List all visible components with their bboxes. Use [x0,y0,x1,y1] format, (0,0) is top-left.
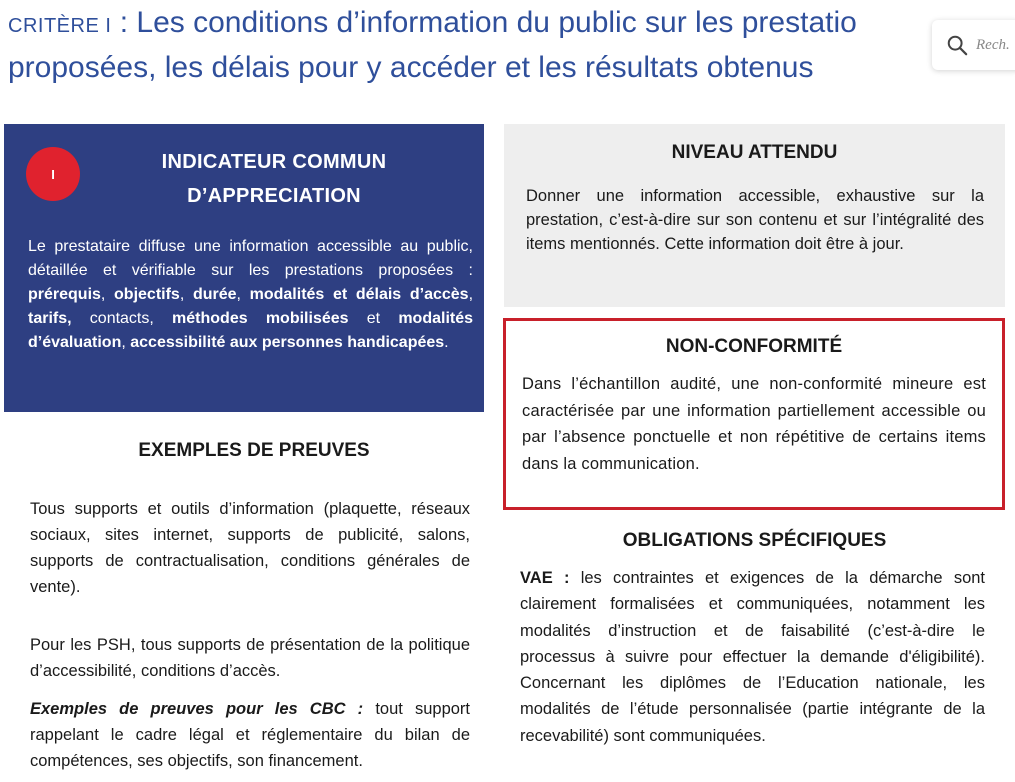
proofs-cbc-label: Exemples de preuves pour les CBC : [30,700,364,718]
proofs-paragraph-2: Pour les PSH, tous supports de présentation de la politique d’accessibilité, conditions d’accès. [30,636,470,680]
expected-level-text: Donner une information accessible, exhaustive sur la prestation, c’est-à-dire sur son contenu et sur l’intégralité des items mentionnés. Cette information doit être à jour. [526,187,984,253]
indicator-text [28,235,473,355]
obligations-text [520,565,985,749]
indicator-text-part: . [444,334,449,351]
criterion-label: CRITÈRE I [8,15,112,37]
search-input[interactable] [974,36,1015,55]
title-text: : Les conditions d’information du public sur les prestatio [111,6,857,39]
indicator-bold-term: méthodes mobilisées [172,310,349,327]
indicator-bold-term: objectifs [114,286,180,303]
indicator-bold-term: modalités et délais d’accès [249,286,469,303]
indicator-bold-term: accessibilité aux personnes handicapées [130,334,445,351]
proofs-cbc-text: tout support rappelant le cadre légal et réglementaire du bilan de compétences, ses objectifs, son financement. [30,700,470,770]
indicator-heading-line-1: INDICATEUR COMMUN [161,151,387,173]
indicator-bold-term: modalités d’évaluation [28,310,474,351]
indicator-text-part: , [100,286,115,303]
indicator-heading-line-2: D’APPRECIATION [187,185,361,207]
indicator-bold-term: durée [192,286,237,303]
expected-level-box [504,124,1005,307]
search-icon [946,33,968,57]
expected-level-heading: NIVEAU ATTENDU [671,142,838,163]
page-title [8,2,938,88]
obligations-vae-text: les contraintes et exigences de la démarche sont clairement formalisées et communiquées, notamment les modalités d’instruction et de faisabilité (c’est-à-dire le processus à suivre pour effectuer la demande d'éligibilité). Concernant les diplômes de l’Education nationale, les modalités de l’étude personnalisée (partie intégrante de la recevabilité) sont communiquées. [520,569,986,745]
proofs-heading: EXEMPLES DE PREUVES [138,440,370,461]
indicator-badge: I [26,147,80,201]
nonconformity-heading: NON-CONFORMITÉ [665,336,843,357]
indicator-heading [124,145,424,213]
search-box[interactable] [932,20,1015,70]
nonconformity-text: Dans l’échantillon audité, une non-conformité mineure est caractérisée par une information partiellement accessible ou par l’absence ponctuelle et non répétitive de certains items dans la communication. [522,375,986,473]
title-line-2: proposées, les délais pour y accéder et les résultats obtenus [8,51,814,84]
indicator-text-part: , [121,334,131,351]
proofs-paragraph-1: Tous supports et outils d’information (plaquette, réseaux sociaux, sites internet, supports de publicité, salons, supports de contractualisation, conditions générales de vente). [30,500,470,596]
indicator-text-part: , [236,286,250,303]
indicator-bold-term: tarifs, [28,310,72,327]
proofs-paragraph-3 [30,696,470,774]
indicator-text-part: Le prestataire diffuse une information accessible au public, détaillée et vérifiable sur les prestations proposées : [28,238,473,279]
obligations-heading: OBLIGATIONS SPÉCIFIQUES [622,530,887,551]
obligations-vae-label: VAE : [520,569,570,587]
nonconformity-box [503,318,1005,510]
indicator-bold-term: prérequis [28,286,101,303]
indicator-text-part: , [468,286,474,303]
indicator-text-part: et [348,310,399,327]
indicator-text-part: , [179,286,193,303]
indicator-text-part: contacts, [71,310,173,327]
indicator-box [4,124,484,412]
